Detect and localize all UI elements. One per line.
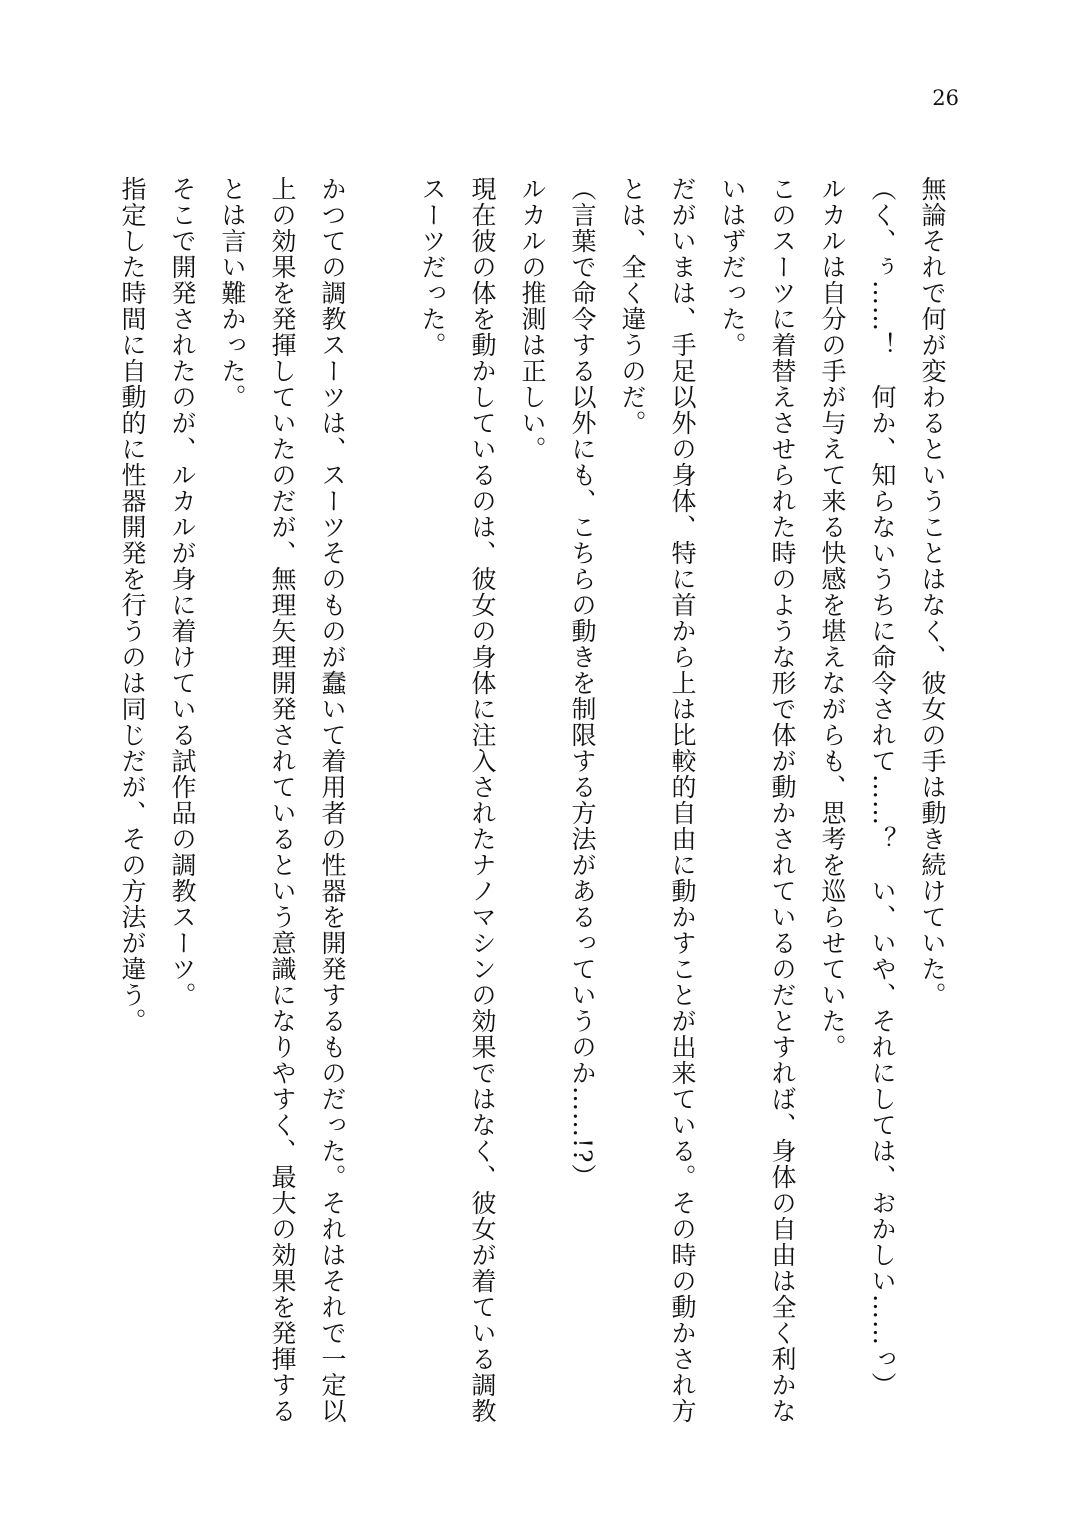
paragraph: だがいまは、手足以外の身体、特に首から上は比較的自由に動かすことが出来ている。その時の動かされ方とは、全く違うのだ。 xyxy=(618,176,697,1424)
paragraph: （く、ぅ……！ 何か、知らないうちに命令されて……？ い、いや、それにしては、おかしい……っ） xyxy=(868,176,897,1398)
paragraph: このスーツに着替えさせられた時のような形で体が動かされているのだとすれば、身体の自由は全く利かないはずだった。 xyxy=(718,176,797,1424)
page-number: 26 xyxy=(932,86,959,110)
paragraph: 無論それで何が変わるということはなく、彼女の手は動き続けていた。 xyxy=(918,176,947,1008)
blank-line xyxy=(357,176,407,1426)
paragraph: 現在彼の体を動かしているのは、彼女の身体に注入されたナノマシンの効果ではなく、彼女が着ている調教スーツだった。 xyxy=(418,176,497,1424)
paragraph: ルカルの推測は正しい。 xyxy=(518,176,547,462)
paragraph: 指定した時間に自動的に性器開発を行うのは同じだが、その方法が違う。 xyxy=(118,176,147,1034)
paragraph: （言葉で命令する以外にも、こちらの動きを制限する方法があるっていうのか……!?） xyxy=(568,176,597,1190)
paragraph: ルカルは自分の手が与えて来る快感を堪えながらも、思考を巡らせていた。 xyxy=(818,176,847,1060)
body-text xyxy=(107,176,957,1426)
paragraph: そこで開発されたのが、ルカルが身に着けている試作品の調教スーツ。 xyxy=(168,176,197,1008)
paragraph: かつての調教スーツは、スーツそのものが蠢いて着用者の性器を開発するものだった。それはそれで一定以上の効果を発揮していたのだが、無理矢理開発されているという意識になりやすく、最大の効果を発揮するとは言い難かった。 xyxy=(218,176,347,1424)
